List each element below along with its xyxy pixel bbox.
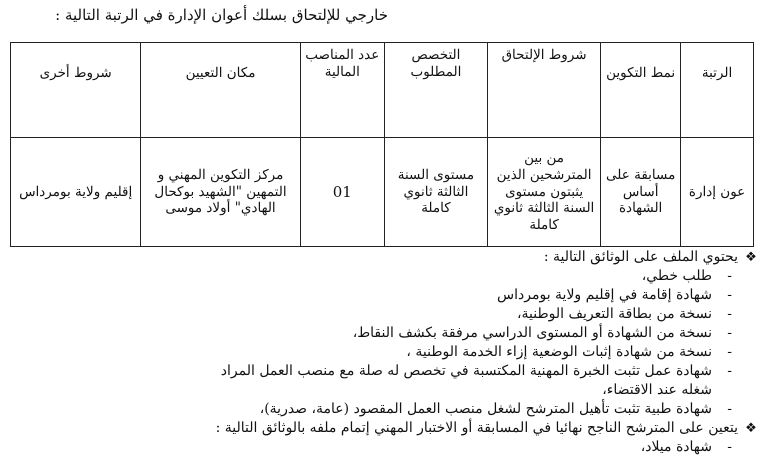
- list-item: -طلب خطي،: [641, 268, 732, 284]
- final-note-line: [18, 419, 758, 438]
- header-required-specialty: التخصص المطلوب: [384, 43, 487, 138]
- cell-assignment-place: مركز التكوين المهني و التمهين "الشهيد بوكحال الهادي" أولاد موسى: [141, 138, 300, 247]
- diamond-bullet-icon: ❖: [745, 421, 757, 436]
- dash-icon: -: [727, 325, 732, 341]
- list-item: -نسخة من الشهادة أو المستوى الدراسي مرفقة بكشف النقاط،: [352, 325, 732, 341]
- dash-icon: -: [727, 439, 732, 455]
- cell-positions-count: 01: [300, 138, 384, 247]
- dash-icon: -: [727, 363, 732, 379]
- list-item: -شهادة طبية تثبت تأهيل المترشح لشغل منصب العمل المقصود (عامة، صدرية)،: [259, 401, 732, 417]
- header-training-mode: نمط التكوين: [601, 43, 681, 138]
- table-header-row: [11, 43, 754, 138]
- list-item: -نسخة من شهادة إثبات الوضعية إزاء الخدمة الوطنية ،: [406, 344, 732, 360]
- header-rank: الرتبة: [681, 43, 754, 138]
- documents-intro-line: [18, 248, 758, 267]
- cell-training-mode: مسابقة على أساس الشهادة: [601, 138, 681, 247]
- header-financial-positions: عدد المناصب المالية: [300, 43, 384, 138]
- header-other-conditions: شروط أخرى: [11, 43, 141, 138]
- cell-other-conditions: إقليم ولاية بومرداس: [11, 138, 141, 247]
- list-item: -نسخة من بطاقة التعريف الوطنية،: [517, 306, 732, 322]
- list-item: -شهادة ميلاد،: [640, 439, 732, 455]
- dash-icon: -: [727, 401, 732, 417]
- final-note: يتعين على المترشح الناجح نهائيا في المسابقة أو الاختبار المهني إتمام ملفه بالوثائق التالية :: [215, 420, 738, 436]
- dash-icon: -: [727, 287, 732, 303]
- list-item: -شهادة عمل تثبت الخبرة المهنية المكتسبة في تخصص له صلة مع منصب العمل المراد: [220, 363, 732, 379]
- list-item: -شهادة إقامة في إقليم ولاية بومرداس: [497, 287, 732, 303]
- dash-icon: -: [727, 268, 732, 284]
- table-row: [11, 138, 754, 247]
- diamond-bullet-icon: ❖: [745, 250, 757, 265]
- dash-icon: -: [727, 306, 732, 322]
- cell-rank: عون إدارة: [681, 138, 754, 247]
- header-assignment-place: مكان التعيين: [141, 43, 300, 138]
- header-admission-conditions: شروط الإلتحاق: [487, 43, 600, 138]
- list-item-continuation: شغله عند الاقتضاء،: [602, 382, 712, 398]
- documents-intro: يحتوي الملف على الوثائق التالية :: [543, 249, 738, 265]
- documents-section: [18, 248, 758, 457]
- section-heading: خارجي للإلتحاق بسلك أعوان الإدارة في الرتبة التالية :: [55, 6, 388, 24]
- cell-admission-conditions: من بين المترشحين الذين يثبتون مستوى السنة الثالثة ثانوي كاملة: [487, 138, 600, 247]
- position-table: [10, 42, 754, 247]
- dash-icon: -: [727, 344, 732, 360]
- cell-required-specialty: مستوى السنة الثالثة ثانوي كاملة: [384, 138, 487, 247]
